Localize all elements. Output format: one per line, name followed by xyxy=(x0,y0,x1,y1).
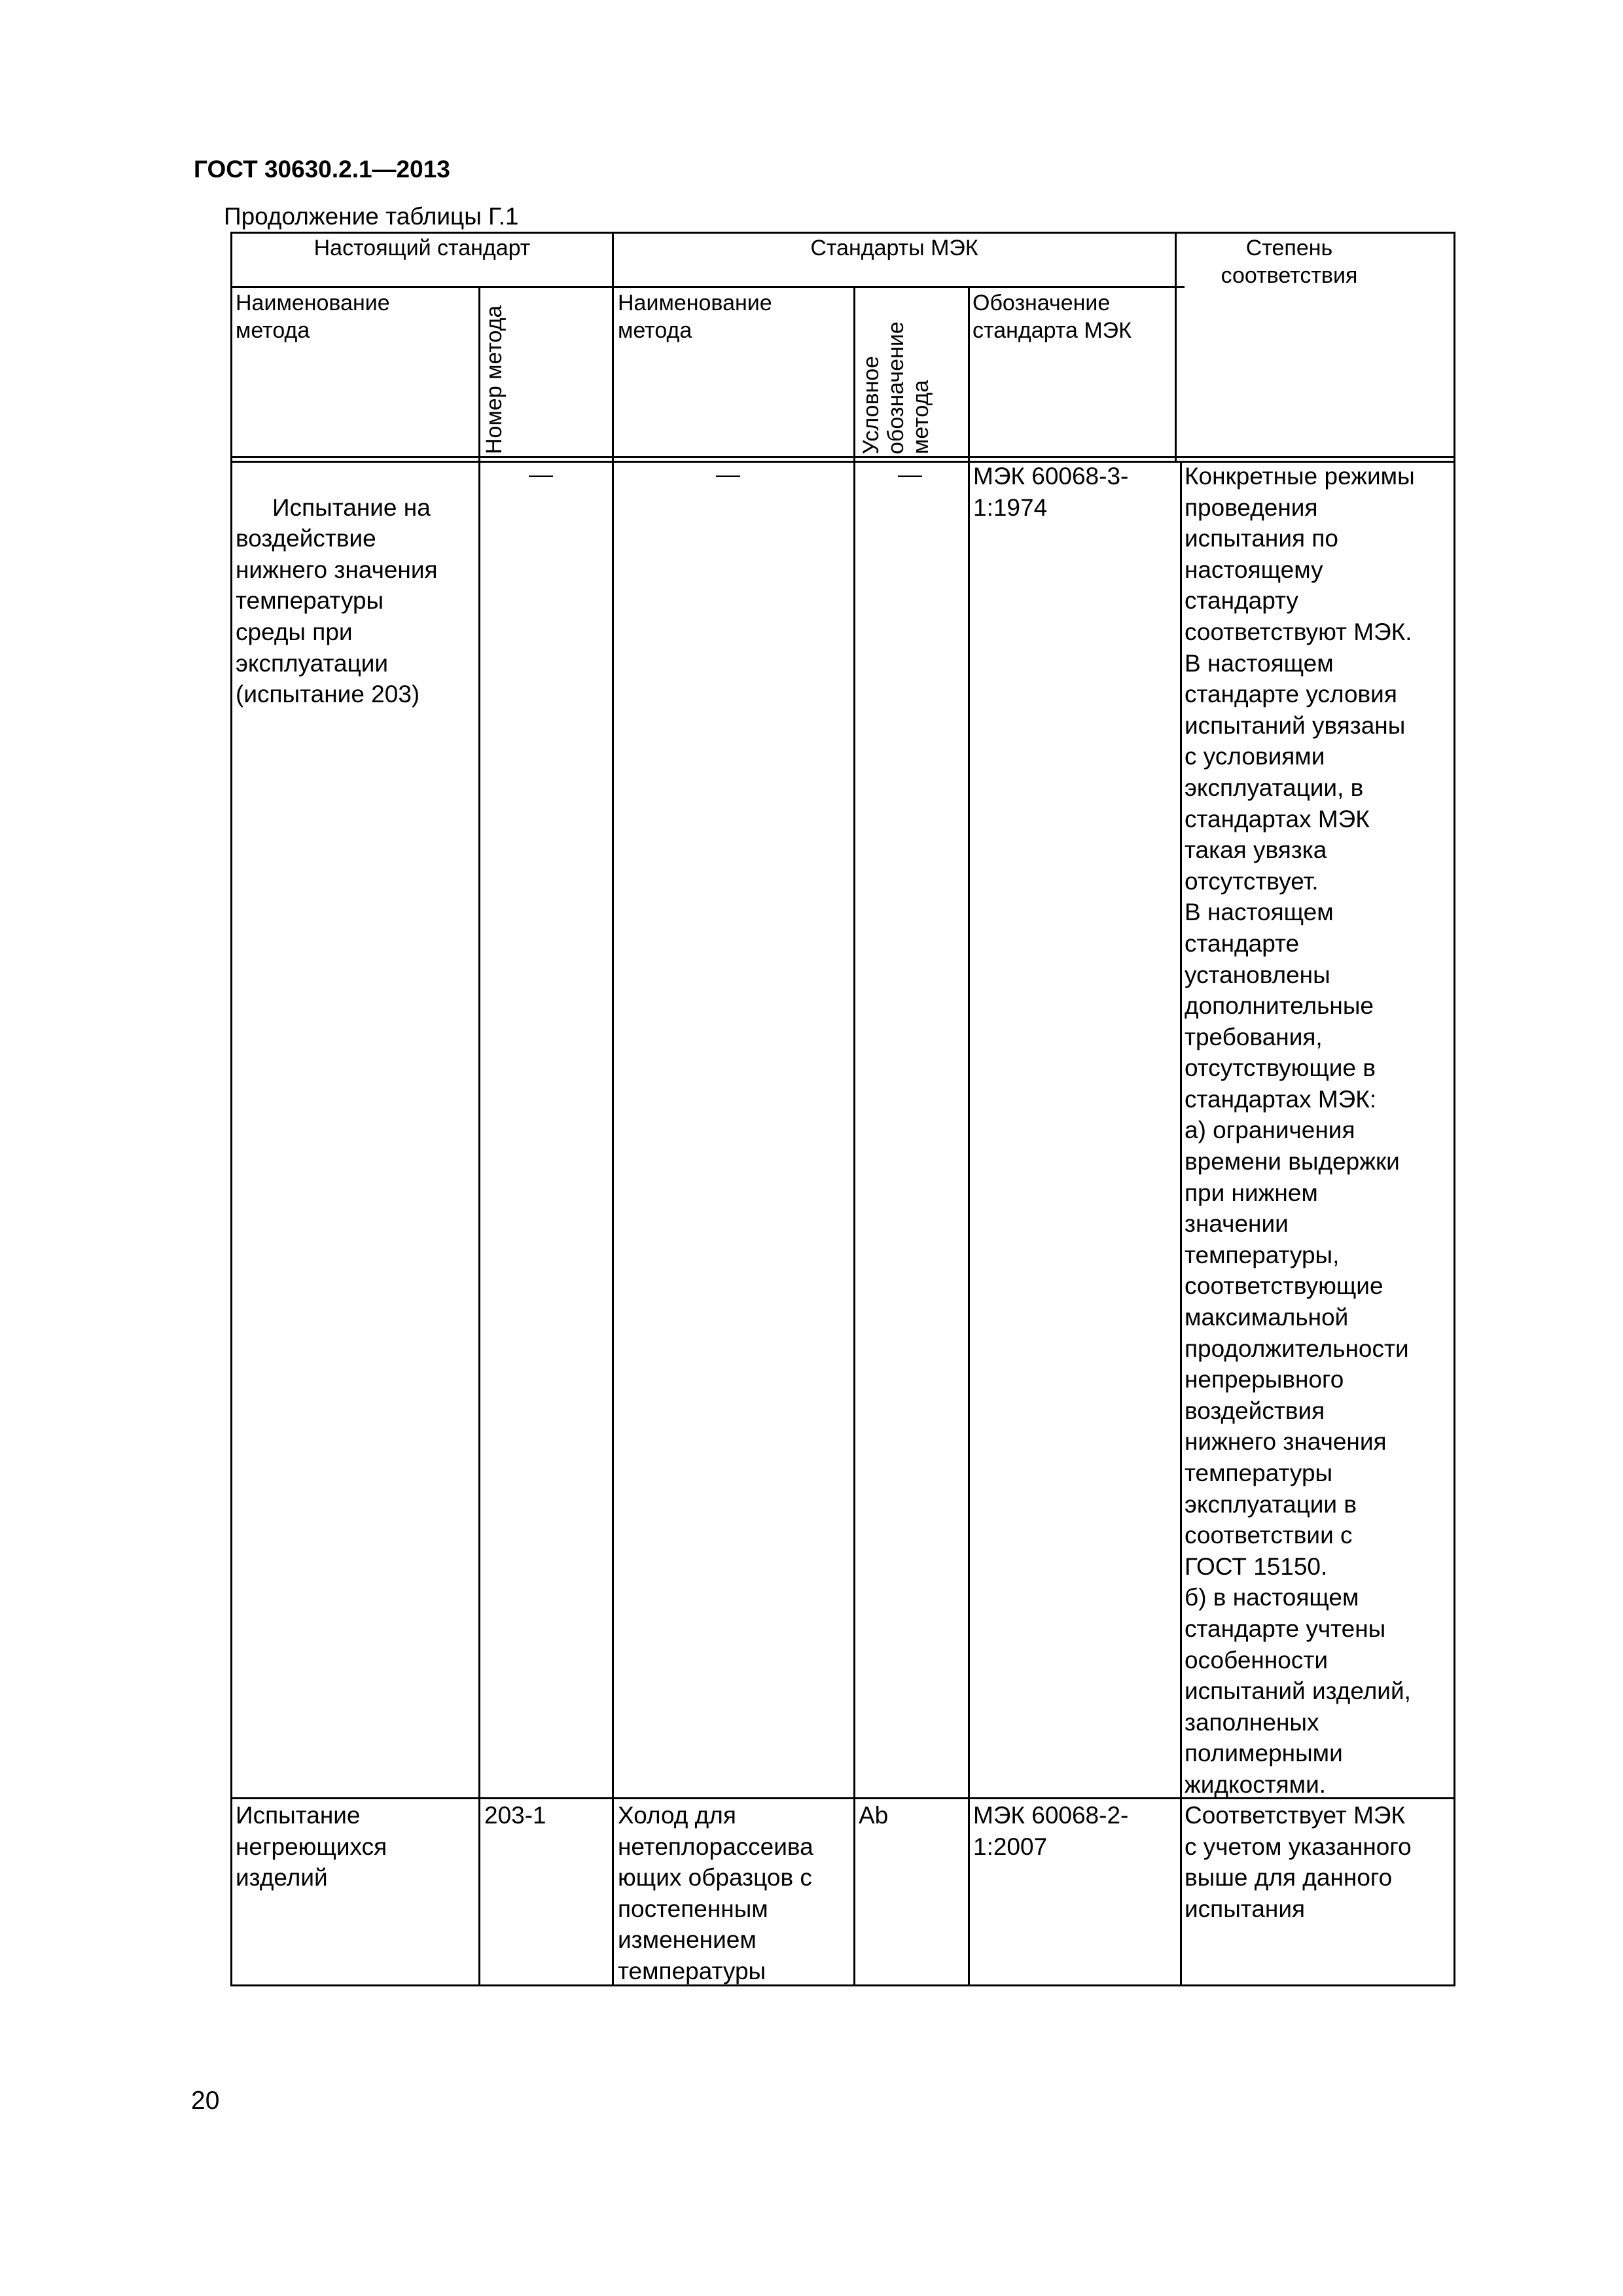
row2-iec-method-name: Холод для нетеплорассеива ющих образцов с постепенным изменением температуры xyxy=(618,1802,813,1984)
row2-degree: Соответствует МЭК с учетом указанного выше для данного испытания xyxy=(1185,1802,1412,1922)
row1-method-name xyxy=(236,461,478,710)
subheader-iec-method-code: Условное обозначение метода xyxy=(859,321,933,454)
header-this-standard: Настоящий стандарт xyxy=(313,236,531,260)
row2-iec-standard: МЭК 60068-2- 1:2007 xyxy=(973,1802,1129,1860)
row1-iec-standard: МЭК 60068-3- 1:1974 xyxy=(973,463,1129,521)
subheader-method-name: Наименование метода xyxy=(236,291,390,343)
header-degree xyxy=(1178,234,1453,289)
header-degree-text: Степень соответствия xyxy=(1221,236,1358,288)
row2-iec-method-code: Ab xyxy=(859,1802,889,1829)
subheader-method-number: Номер метода xyxy=(482,305,507,454)
subheader-iec-method-name: Наименование метода xyxy=(618,291,772,343)
document-code: ГОСТ 30630.2.1—2013 xyxy=(194,156,450,183)
header-iec-standards: Стандарты МЭК xyxy=(810,236,978,260)
table-caption: Продолжение таблицы Г.1 xyxy=(224,203,519,230)
row2-method-number: 203-1 xyxy=(484,1802,546,1829)
row1-method-name-text: Испытание на воздействие нижнего значения температуры среды при эксплуатации (испытание 203) xyxy=(236,493,438,708)
row1-iec-method-name: — xyxy=(716,461,740,488)
row1-degree: Конкретные режимы проведения испытания по настоящему стандарту соответствуют МЭК. В настоящем стандарте условия испытаний увязаны с условиями эксплуатации, в стандартах МЭК такая увязка отсутствует. В настоящем стандарте установлены дополнительные требования, отсутствующие в стандартах МЭК: а) ограничения времени выдержки при нижнем значении температуры, соответствующие максимальной продолжительности непрерывного воздействия нижнего значения температуры эксплуатации в соответствии с ГОСТ 15150. б) в настоящем стандарте учтены особенности испытаний изделий, заполненых полимерными жидкостями. xyxy=(1185,463,1415,1798)
row1-method-number: — xyxy=(529,461,553,488)
row1-iec-method-code: — xyxy=(898,461,922,488)
row2-method-name: Испытание негреющихся изделий xyxy=(236,1802,387,1892)
subheader-iec-standard-code: Обозначение стандарта МЭК xyxy=(972,291,1132,343)
page-number: 20 xyxy=(191,2087,220,2115)
